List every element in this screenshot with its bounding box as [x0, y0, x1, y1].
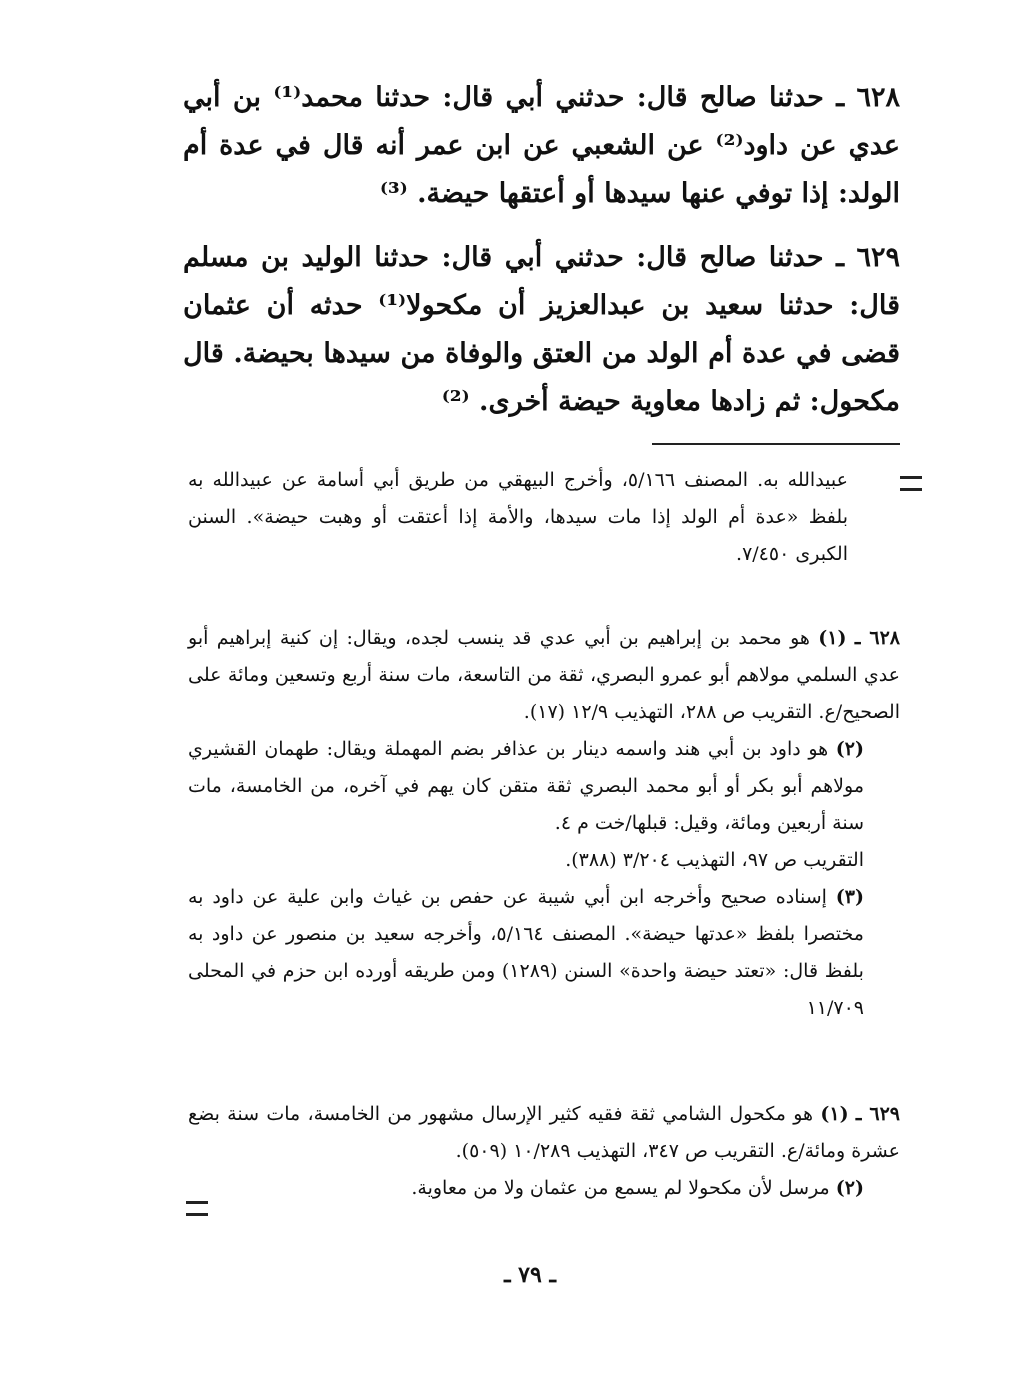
footnote-continuation-text: عبيدالله به. المصنف ٥/١٦٦، وأخرج البيهقي من طريق أبي أسامة عن عبيدالله به بلفظ «عدة أم الولد إذا مات سيدها، والأمة إذا أعتقت أو وهبت حيضة». السنن الكبرى ٧/٤٥٠. [188, 469, 848, 565]
footnote-628-1 [188, 620, 900, 731]
footnote-group-number: ٦٢٩ ـ [855, 1103, 900, 1125]
footnotes-629 [188, 1096, 900, 1207]
footnote-text: هو مكحول الشامي ثقة فقيه كثير الإرسال مشهور من الخامسة، مات سنة بضع عشرة ومائة/ع. التقريب ص ٣٤٧، التهذيب ١٠/٢٨٩ (٥٠٩). [188, 1103, 900, 1162]
hadith-628 [183, 74, 900, 218]
footnote-text: إسناده صحيح وأخرجه ابن أبي شيبة عن حفص بن غياث وابن علية عن داود به مختصرا بلفظ «عدتها حيضة». المصنف ٥/١٦٤، وأخرجه سعيد بن منصور عن داود به بلفظ قال: «تعتد حيضة واحدة» السنن (١٢٨٩) ومن طريقه أورده ابن حزم في المحلى ١١/٧٠٩ [188, 886, 864, 1019]
hadith-text: حدثنا صالح قال: حدثني أبي قال: حدثنا محمد⁽¹⁾ بن أبي عدي عن داود⁽²⁾ عن الشعبي عن ابن عمر أنه قال في عدة أم الولد: إذا توفي عنها سيدها أو أعتقها حيضة. ⁽³⁾ [183, 82, 900, 209]
footnote-629-1 [188, 1096, 900, 1170]
footnote-separator [652, 443, 900, 445]
footnote-marker: (١) [820, 1103, 849, 1125]
hadith-number: ٦٢٩ ـ [836, 242, 901, 273]
footnote-629-2 [188, 1170, 900, 1207]
footnote-marker: (٢) [835, 738, 864, 760]
hadith-number: ٦٢٨ ـ [836, 82, 901, 113]
footnote-marker: (٢) [835, 1177, 864, 1199]
footnote-marker: (٣) [835, 886, 864, 908]
footnote-text: هو محمد بن إبراهيم بن أبي عدي قد ينسب لجده، ويقال: إن كنية إبراهيم أبو عدي السلمي مولاهم أبو عمرو البصري، ثقة من التاسعة، مات سنة أربع وتسعين ومائة على الصحيح/ع. التقريب ص ٢٨٨، التهذيب ١٢/٩ (١٧). [188, 627, 900, 723]
footnote-continuation [188, 462, 848, 573]
continuation-mark [900, 476, 922, 491]
footnote-628-3 [188, 879, 900, 1027]
footnote-marker: (١) [818, 627, 847, 649]
continuation-mark [186, 1201, 208, 1216]
footnote-628-2 [188, 731, 900, 842]
footnote-group-number: ٦٢٨ ـ [854, 627, 900, 649]
footnotes-628 [188, 620, 900, 1027]
footnote-text: هو داود بن أبي هند واسمه دينار بن عذافر بضم المهملة ويقال: طهمان القشيري مولاهم أبو بكر أو أبو محمد البصري ثقة متقن كان يهم في آخره، من الخامسة، مات سنة أربعين ومائة، وقيل: قبلها/خت م ٤. [188, 738, 864, 834]
hadith-629 [183, 234, 900, 426]
page-number: ـ ٧٩ ـ [504, 1262, 556, 1288]
footnote-628-2-ref: التقريب ص ٩٧، التهذيب ٣/٢٠٤ (٣٨٨). [565, 849, 864, 871]
hadith-text: حدثنا صالح قال: حدثني أبي قال: حدثنا الوليد بن مسلم قال: حدثنا سعيد بن عبدالعزيز أن مكحولا⁽¹⁾ حدثه أن عثمان قضى في عدة أم الولد من العتق والوفاة من سيدها بحيضة. قال مكحول: ثم زادها معاوية حيضة أخرى. ⁽²⁾ [183, 242, 900, 417]
footnote-text: مرسل لأن مكحولا لم يسمع من عثمان ولا من معاوية. [411, 1177, 830, 1199]
